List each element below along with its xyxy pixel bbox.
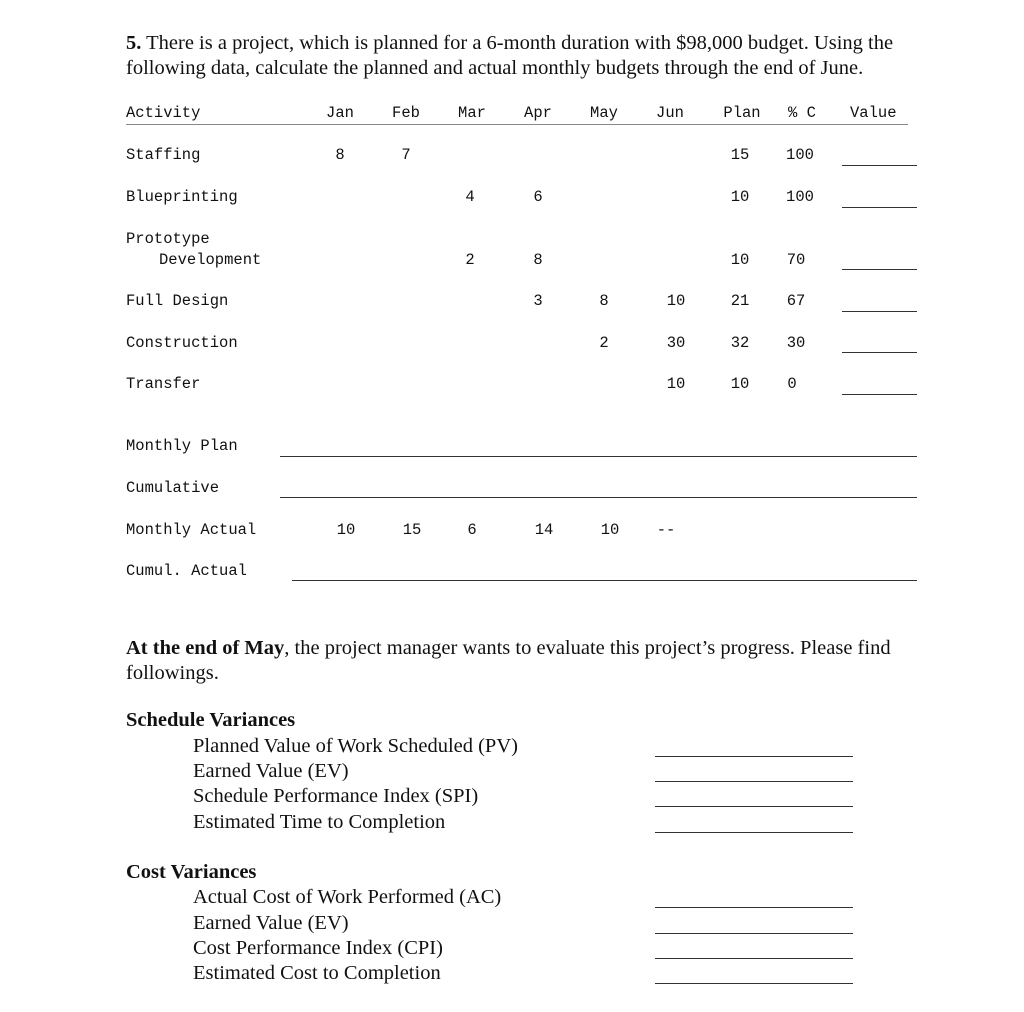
cost-item-cpi: Cost Performance Index (CPI) [193,937,443,959]
value-blank[interactable] [842,269,917,270]
cell-jun: 30 [666,334,686,352]
value-blank[interactable] [842,165,917,166]
schedule-item-spi: Schedule Performance Index (SPI) [193,785,479,807]
activity-name: Blueprinting [126,188,238,206]
activity-name-line2: Development [159,251,262,269]
header-pct-complete: % C [788,104,816,122]
cell-pct-complete: 0 [787,375,797,393]
actual-mar: 6 [467,521,477,539]
header-apr: Apr [524,104,552,122]
cell-plan: 15 [730,146,750,164]
activity-name: Transfer [126,375,201,393]
monthly-plan-blank[interactable] [280,456,917,457]
cumul-actual-blank[interactable] [292,580,917,581]
cpi-answer-blank[interactable] [655,958,853,959]
value-blank[interactable] [842,394,917,395]
cell-apr: 8 [533,251,543,269]
time-completion-answer-blank[interactable] [655,832,853,833]
cell-pct-complete: 100 [786,188,814,206]
cell-plan: 10 [730,375,750,393]
cost-item-etc: Estimated Cost to Completion [193,962,441,984]
header-jun: Jun [656,104,684,122]
cell-apr: 6 [533,188,543,206]
question-text [126,31,966,81]
ev-answer-blank[interactable] [655,781,853,782]
cell-may: 2 [599,334,609,352]
cost-ev-answer-blank[interactable] [655,933,853,934]
question-body: There is a project, which is planned for a 6-month duration with $98,000 budget. Using the following data, calculate the planned and actual monthly budgets through the end of June. [126,32,894,79]
header-plan: Plan [723,104,761,122]
schedule-item-ev: Earned Value (EV) [193,760,349,782]
cell-pct-complete: 30 [786,334,806,352]
value-blank[interactable] [842,352,917,353]
cell-plan: 10 [730,188,750,206]
value-blank[interactable] [842,311,917,312]
cost-completion-answer-blank[interactable] [655,983,853,984]
header-may: May [590,104,618,122]
cell-pct-complete: 67 [786,292,806,310]
cell-feb: 7 [401,146,411,164]
header-mar: Mar [458,104,486,122]
actual-apr: 14 [534,521,554,539]
activity-name: Construction [126,334,238,352]
spi-answer-blank[interactable] [655,806,853,807]
header-divider [126,124,908,125]
actual-may: 10 [600,521,620,539]
cell-apr: 3 [533,292,543,310]
schedule-variances-title: Schedule Variances [126,709,296,731]
ac-answer-blank[interactable] [655,907,853,908]
cell-may: 8 [599,292,609,310]
pv-answer-blank[interactable] [655,756,853,757]
cumulative-blank[interactable] [280,497,917,498]
cell-plan: 10 [730,251,750,269]
cost-variances-title: Cost Variances [126,861,257,883]
monthly-actual-label: Monthly Actual [126,521,257,539]
cell-mar: 4 [465,188,475,206]
value-blank[interactable] [842,207,917,208]
evaluation-intro [126,636,966,686]
evaluation-intro-rest: , the project manager wants to evaluate this project’s progress. Please find followings. [126,637,891,684]
cell-jun: 10 [666,375,686,393]
question-number: 5. [126,32,142,54]
cell-plan: 32 [730,334,750,352]
actual-feb: 15 [402,521,422,539]
activity-name: Prototype [126,230,210,248]
cell-pct-complete: 70 [786,251,806,269]
cost-item-ev: Earned Value (EV) [193,912,349,934]
cell-plan: 21 [730,292,750,310]
schedule-item-pv: Planned Value of Work Scheduled (PV) [193,735,518,757]
actual-jun: -- [656,521,676,539]
cost-item-ac: Actual Cost of Work Performed (AC) [193,886,502,908]
cell-mar: 2 [465,251,475,269]
activity-name: Staffing [126,146,201,164]
header-feb: Feb [392,104,420,122]
header-value: Value [850,104,897,122]
actual-jan: 10 [336,521,356,539]
header-jan: Jan [326,104,354,122]
cell-jun: 10 [666,292,686,310]
evaluation-intro-bold: At the end of May [126,637,285,659]
activity-name: Full Design [126,292,229,310]
cumul-actual-label: Cumul. Actual [126,562,247,580]
header-activity: Activity [126,104,201,122]
cumulative-label: Cumulative [126,479,220,497]
cell-jan: 8 [335,146,345,164]
cell-pct-complete: 100 [786,146,814,164]
schedule-item-etc: Estimated Time to Completion [193,811,446,833]
monthly-plan-label: Monthly Plan [126,437,238,455]
